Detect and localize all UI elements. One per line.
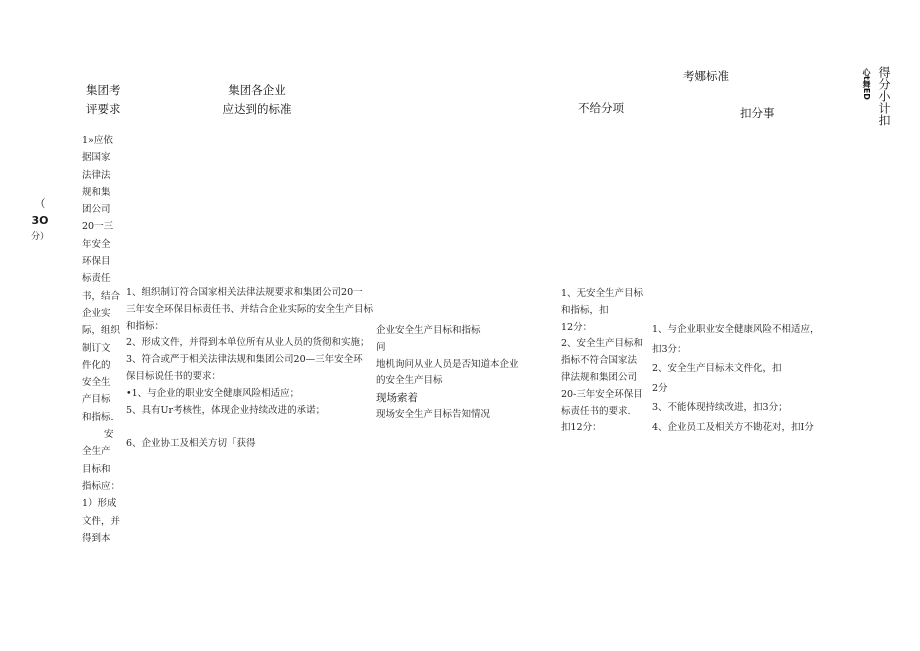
deduct-line: 扣3分： bbox=[652, 343, 687, 355]
requirement-line: 20一三 bbox=[82, 221, 114, 233]
requirement-line: 书，结合 bbox=[82, 290, 121, 302]
requirement-line: 目标和 bbox=[82, 463, 111, 475]
requirement-line: 文件，并 bbox=[82, 515, 121, 527]
section-score bbox=[28, 195, 52, 246]
standard-line: 3、符合或严于相关法律法规和集团公司20—三年安全环 bbox=[126, 354, 363, 366]
fail-item-text bbox=[561, 286, 649, 437]
requirement-line: 1）形成 bbox=[82, 498, 117, 510]
standard-line: 和指标： bbox=[126, 320, 165, 332]
requirement-line: 企业实 bbox=[82, 307, 111, 319]
requirement-line: 和指标. bbox=[82, 411, 114, 423]
requirement-header bbox=[86, 81, 136, 119]
section-score-line: 分） bbox=[30, 232, 49, 242]
standard-line: 1、组织制订符合国家相关法律法规要求和集团公司20一 bbox=[126, 287, 363, 298]
requirement-line: 得到本 bbox=[82, 532, 111, 544]
requirement-line: 年安全 bbox=[82, 238, 111, 250]
method-text bbox=[376, 323, 526, 424]
deduct-line: 2、安全生产目标未文件化，扣 bbox=[652, 363, 782, 374]
standard-line: 5、具有Ur考核性，体现企业持续改进的承诺； bbox=[126, 404, 326, 416]
fail-line: 律法规和集团公司 bbox=[561, 371, 638, 383]
deduct-item-text bbox=[652, 320, 832, 437]
fail-line: 指标不符合国家法 bbox=[561, 355, 638, 367]
requirement-line: 规和集 bbox=[82, 186, 111, 198]
requirement-line: 标责任 bbox=[82, 273, 111, 285]
method-line: 的安全生产目标 bbox=[376, 375, 443, 387]
requirement-line: 团公司 bbox=[82, 204, 111, 216]
fail-line: 12分： bbox=[561, 321, 593, 333]
requirement-header-line: 评要求 bbox=[86, 102, 121, 116]
section-score-line: 3O bbox=[31, 214, 49, 227]
requirement-line: 1»应依 bbox=[82, 135, 113, 146]
deduct-line: 4、企业员工及相关方不勘花对，扣I分 bbox=[652, 421, 814, 433]
requirement-line: 环保目 bbox=[82, 256, 111, 268]
fail-line: 2、安全生产目标和 bbox=[561, 338, 644, 350]
standard-text bbox=[126, 285, 374, 453]
method-line: 现场安全生产目标告知情况 bbox=[376, 409, 491, 421]
standard-line: 三年安全环保目标责任书、并结合企业实际的安全生产目标 bbox=[126, 303, 374, 315]
requirement-text bbox=[82, 132, 128, 547]
fail-line: 扣12分： bbox=[561, 422, 602, 434]
deduct-line: 1、与企业职业安全健康风险不相适应， bbox=[652, 324, 820, 335]
score-subheader: 心t舞ED bbox=[862, 68, 871, 100]
standard-header bbox=[212, 81, 302, 119]
requirement-line: 安 bbox=[104, 429, 114, 441]
requirement-header-line: 集团考 bbox=[86, 83, 121, 97]
requirement-line: 际，组织 bbox=[82, 325, 121, 337]
assessment-header: 考娜标准 bbox=[683, 69, 729, 83]
standard-line: 2、形成文件，并得到本单位所有从业人员的货彻和实施； bbox=[126, 337, 370, 349]
standard-line: •1、与企业的职业安全健康风险相适应； bbox=[126, 387, 300, 399]
fail-item-header: 不给分项 bbox=[578, 101, 624, 115]
requirement-line: 全生产 bbox=[82, 446, 111, 458]
method-line: 问 bbox=[376, 341, 386, 353]
fail-line: 1、无安全生产目标 bbox=[561, 288, 644, 299]
requirement-line: 件化的 bbox=[82, 359, 111, 371]
deduct-item-header: 扣分事 bbox=[740, 106, 775, 120]
requirement-line: 指标应： bbox=[82, 480, 121, 492]
method-line: 现场索着 bbox=[376, 392, 418, 405]
requirement-line: 安全生 bbox=[82, 377, 111, 389]
fail-line: 20-三年安全环保目 bbox=[561, 388, 643, 400]
deduct-line: 3、不能体现持续改进，扣3分； bbox=[652, 402, 788, 413]
requirement-line: 据国家 bbox=[82, 152, 111, 164]
requirement-line: 产目标 bbox=[82, 394, 111, 406]
section-score-line: （ bbox=[34, 197, 46, 210]
requirement-line: 制订文 bbox=[82, 342, 111, 354]
method-line: 企业安全生产目标和指标 bbox=[376, 325, 481, 336]
method-line: 地机询问从业人员是否知道本企业 bbox=[376, 358, 519, 370]
standard-line: 6、企业协工及相关方切「获得 bbox=[126, 438, 256, 450]
fail-line: 和指标，扣 bbox=[561, 304, 609, 316]
fail-line: 标责任书的要求. bbox=[561, 405, 631, 417]
standard-line: 保目标说任书的要求： bbox=[126, 370, 222, 382]
deduct-line: 2分 bbox=[652, 382, 668, 394]
score-header: 得分小计扣 bbox=[877, 66, 891, 126]
standard-line bbox=[126, 419, 374, 436]
standard-header-line: 集团各企业 bbox=[228, 83, 286, 97]
requirement-line: 法律法 bbox=[82, 169, 111, 181]
standard-header-line: 应达到的标准 bbox=[222, 102, 292, 116]
